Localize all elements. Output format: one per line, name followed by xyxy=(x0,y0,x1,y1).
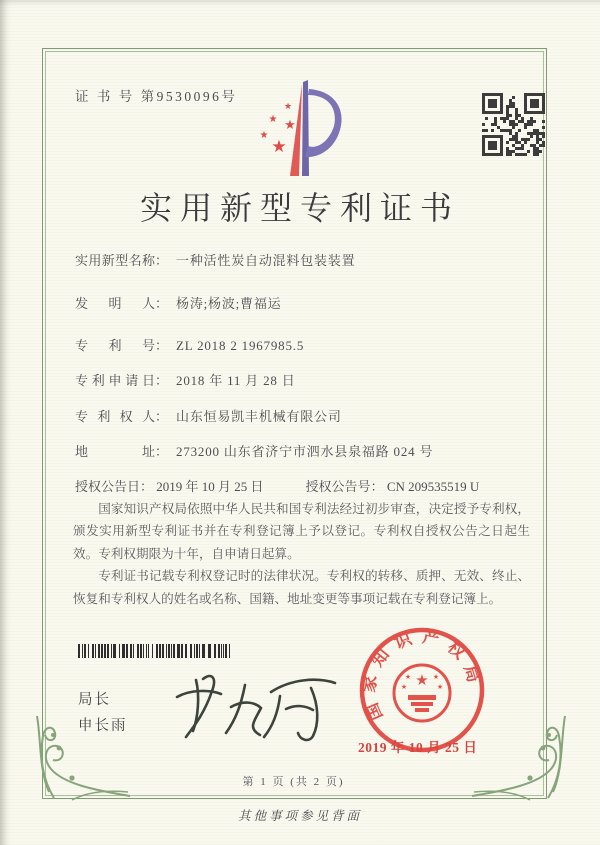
svg-text:★: ★ xyxy=(404,673,412,681)
legal-paragraph-1: 国家知识产权局依照中华人民共和国专利法经过初步审查，决定授予专利权，颁发实用新型专利证书并在专利登记簿上予以登记。专利权自授权公告之日起生效。专利权期限为十年，自申请日起算。 xyxy=(73,502,530,561)
qr-code-icon xyxy=(482,93,545,156)
field-colon: ： xyxy=(370,479,384,494)
field-colon: ： xyxy=(155,338,169,353)
field-row-patent-number xyxy=(75,335,530,354)
field-row-filing-date xyxy=(75,370,530,389)
qr-code xyxy=(482,93,545,156)
field-value: 2018 年 11 月 28 日 xyxy=(176,373,296,388)
field-value: 273200 山东省济宁市泗水县泉福路 024 号 xyxy=(176,444,434,459)
field-value: 山东恒易凯丰机械有限公司 xyxy=(176,409,342,424)
field-label: 专利申请日 xyxy=(75,373,155,388)
logo-p-bowl xyxy=(305,89,342,157)
handwritten-signature xyxy=(165,665,350,750)
grant-number-label: 授权公告号 xyxy=(305,479,371,494)
svg-text:★: ★ xyxy=(283,102,293,112)
field-colon: ： xyxy=(155,296,169,311)
seal-date: 2019 年 10 月 25 日 xyxy=(358,740,478,755)
grant-number-value: CN 209535519 U xyxy=(386,479,480,494)
field-value: ZL 2018 2 1967985.5 xyxy=(176,338,305,353)
grant-number-pair xyxy=(306,476,480,495)
field-label: 发明人 xyxy=(75,296,155,311)
barcode-icon xyxy=(78,644,234,658)
field-colon: ： xyxy=(140,479,154,494)
grant-date-pair xyxy=(75,476,264,495)
svg-text:★: ★ xyxy=(436,683,444,691)
field-colon: ： xyxy=(155,373,169,388)
back-side-note: 其他事项参见背面 xyxy=(237,809,362,823)
logo-purple-bar xyxy=(302,80,309,176)
signer-title: 局长 xyxy=(78,692,111,708)
page-number: 第 1 页 (共 2 页) xyxy=(242,776,345,788)
certificate-number: 证 书 号 第9530096号 xyxy=(75,89,238,104)
national-emblem-icon xyxy=(394,665,450,721)
grant-date-label: 授权公告日 xyxy=(75,479,141,494)
field-value: 一种活性炭自动混料包装装置 xyxy=(176,253,356,268)
legal-paragraph-2: 专利证书记载专利权登记时的法律状况。专利权的转移、质押、无效、终止、恢复和专利权人的姓名或名称、国籍、地址变更等事项记载在专利登记簿上。 xyxy=(73,569,530,606)
field-row-name xyxy=(75,250,530,269)
patent-office-logo-icon xyxy=(252,80,348,180)
field-label: 实用新型名称 xyxy=(75,253,155,268)
field-row-address xyxy=(75,441,530,460)
grant-row xyxy=(75,476,535,495)
field-colon: ： xyxy=(155,444,169,459)
field-label: 地址 xyxy=(75,444,155,459)
seal-text: 国家知识产权局 xyxy=(359,627,485,724)
svg-text:★: ★ xyxy=(284,118,296,133)
field-row-inventor xyxy=(75,293,530,312)
field-colon: ： xyxy=(155,409,169,424)
svg-text:★: ★ xyxy=(400,683,408,691)
svg-text:★: ★ xyxy=(415,671,429,689)
grant-date-value: 2019 年 10 月 25 日 xyxy=(156,479,264,494)
svg-text:★: ★ xyxy=(259,130,269,141)
field-value: 杨涛;杨波;曹福运 xyxy=(176,296,282,311)
legal-text-block xyxy=(73,498,530,610)
field-colon: ： xyxy=(155,253,169,268)
certificate-title: 实用新型专利证书 xyxy=(139,190,460,226)
signer-name: 申长雨 xyxy=(78,718,128,734)
svg-text:★: ★ xyxy=(432,673,440,681)
svg-text:★: ★ xyxy=(268,114,278,125)
barcode xyxy=(78,644,234,658)
field-label: 专利权人 xyxy=(75,409,155,424)
logo-stars xyxy=(260,102,296,157)
svg-text:★: ★ xyxy=(271,137,287,157)
field-label: 专利号 xyxy=(75,338,155,353)
field-row-patentee xyxy=(75,406,530,425)
